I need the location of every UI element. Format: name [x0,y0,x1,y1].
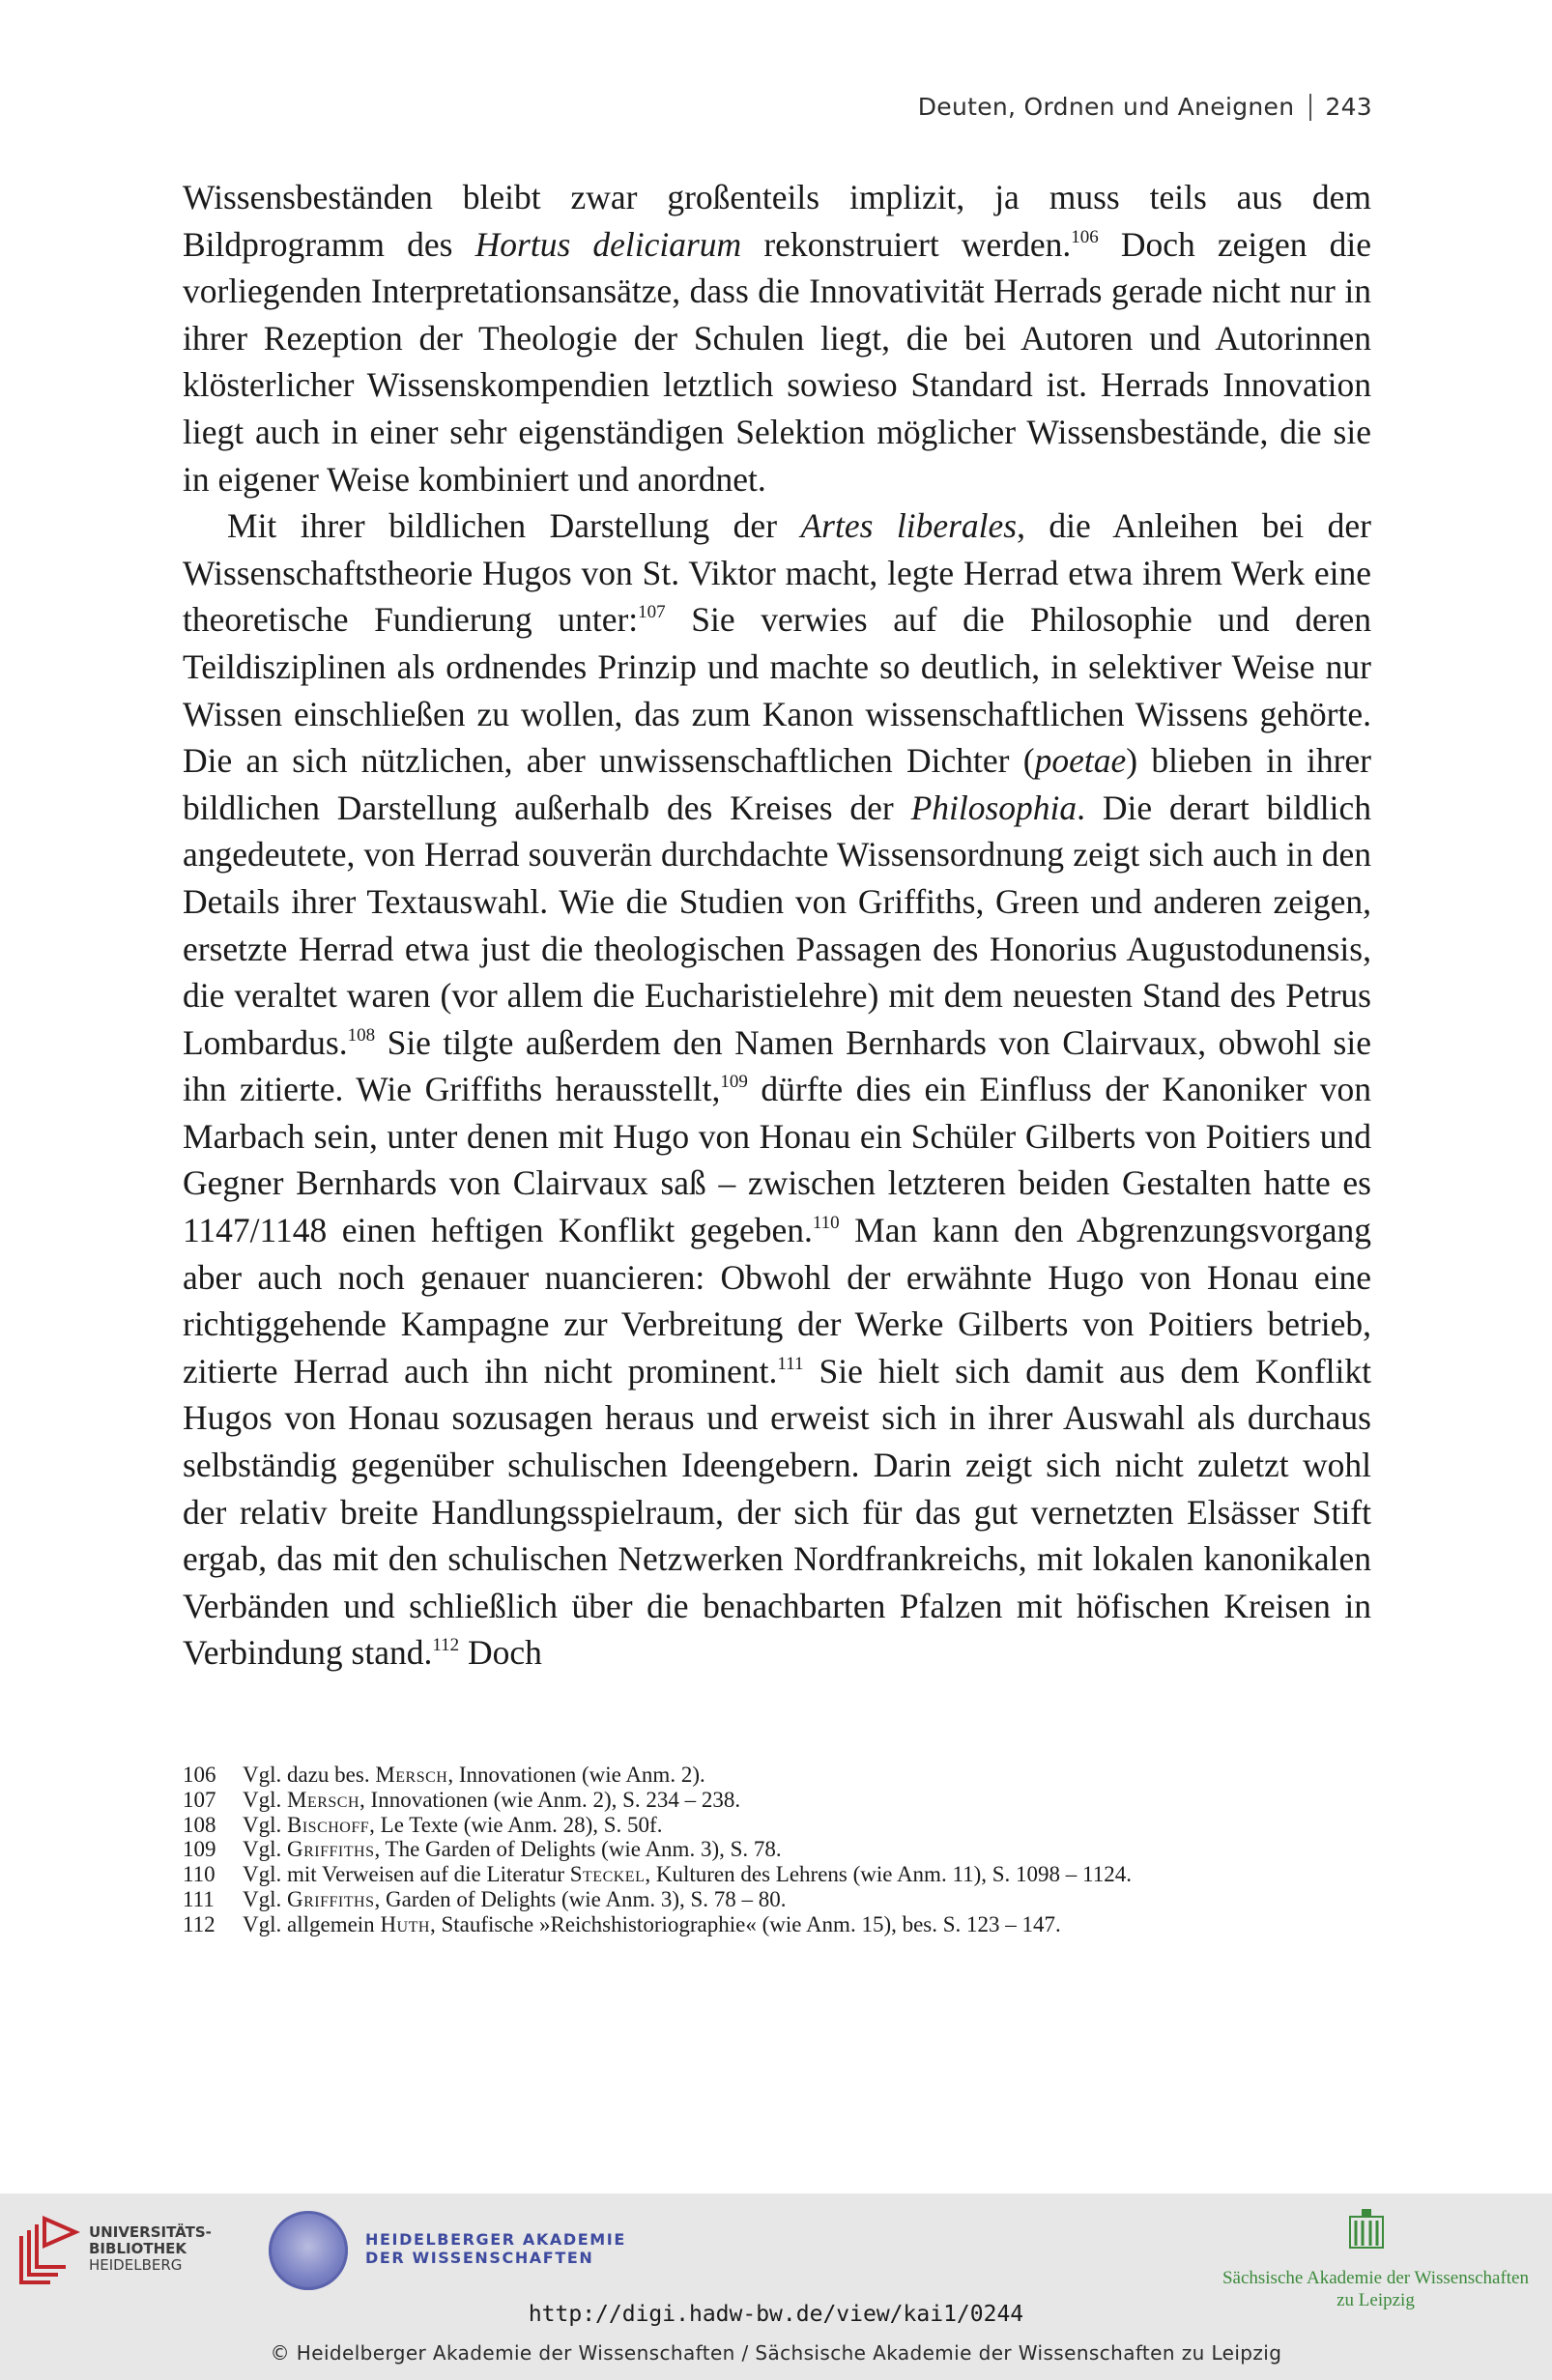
text-run: , Le Texte (wie Anm. 28), S. 50f. [369,1812,663,1837]
footnote-ref[interactable]: 106 [1071,226,1099,247]
running-header [918,93,1372,121]
copyright-notice: © Heidelberger Akademie der Wissenschaften / Sächsische Akademie der Wissenschaften zu Leipzig [270,2341,1282,2365]
footnote-text [243,1887,787,1912]
footnote [183,1887,1371,1912]
footnote-text [243,1862,1132,1887]
ub-wordmark [89,2224,212,2274]
footnote-text [243,1788,740,1813]
footnote-number: 112 [183,1911,216,1936]
text-run: , Innovationen (wie Anm. 2). [447,1763,705,1787]
header-divider [1309,94,1311,121]
footnote-ref[interactable]: 111 [777,1353,804,1374]
text-run: Vgl. mit Verweisen auf die Literatur [243,1862,570,1887]
text-run: Sie tilgte außerdem den Namen Bernhards von Clairvaux, obwohl sie ihn zitierte. Wie Griffiths herausstellt, [183,1022,1371,1109]
text-run: , Kulturen des Lehrens (wie Anm. 11), S. 1098 – 1124. [645,1862,1132,1887]
italic-term: poetae [1034,741,1127,781]
footnote [183,1763,1371,1788]
footnote-text [243,1837,782,1862]
text-run: Doch zeigen die vorliegenden Interpretationsansätze, dass die Innovativität Herrads gerade nicht nur in ihrer Rezeption der Theologie der Schulen liegt, die bei Autoren und Autorinnen klösterlicher Wissenskompendien letztlich sowieso Standard ist. Herrads Innovation liegt auch in einer sehr eigenständigen Selektion möglicher Wissensbestände, die sie in eigener Weise kombiniert und anordnet. [183,224,1371,499]
paragraph-1 [183,174,1371,502]
saw-building-icon[interactable] [1347,2207,1386,2250]
main-text [183,174,1371,1677]
text-run: Vgl. [243,1787,287,1812]
author-name: Bischoff [287,1812,370,1837]
text-run: , Garden of Delights (wie Anm. 3), S. 78 – 80. [374,1886,787,1911]
saw-line: zu Leipzig [1336,2290,1415,2310]
footnote-text [243,1912,1061,1937]
italic-term: Philosophia [910,788,1078,827]
footnote-ref[interactable]: 112 [432,1635,460,1656]
text-run: ) blieben in ihrer bildlichen Darstellung außerhalb des Kreises der [183,741,1371,827]
footnote [183,1837,1371,1862]
hadw-wordmark [365,2230,626,2267]
hadw-seal-icon[interactable] [269,2211,348,2290]
text-run: Vgl. allgemein [243,1911,381,1936]
footnote-ref[interactable]: 110 [812,1213,840,1234]
author-name: Mersch [287,1787,360,1812]
footnote-number: 108 [183,1812,216,1837]
footnote-text [243,1813,662,1838]
text-run: Man kann den Abgrenzungsvorgang aber auch noch genauer nuancieren: Obwohl der erwähnte Hugo von Honau eine richtiggehende Kampagne zur Verbreitung der Werke Gilberts von Poitiers betrieb, zitierte Herrad auch ihn nicht prominent. [183,1211,1371,1391]
ub-line: BIBLIOTHEK [89,2240,187,2257]
page-number: 243 [1325,93,1372,121]
text-run: , Staufische »Reichshistoriographie« (wie Anm. 15), bes. S. 123 – 147. [429,1911,1061,1936]
saw-line: Sächsische Akademie der Wissenschaften [1221,2268,1529,2288]
author-name: Griffiths [287,1837,375,1862]
text-run: dürfte dies ein Einfluss der Kanoniker von Marbach sein, unter denen mit Hugo von Honau ein Schüler Gilberts von Poitiers und Gegner Bernhards von Clairvaux saß – zwischen letzteren beiden Gestalten hatte es 1147/1148 einen heftigen Konflikt gegeben. [183,1070,1371,1250]
footnote-text [243,1763,705,1788]
text-run: Sie hielt sich damit aus dem Konflikt Hugos von Honau sozusagen heraus und erweist sich in ihrer Auswahl als durchaus selbständig gegenüber schulischen Ideengebern. Darin zeigt sich nicht zuletzt wohl der relativ breite Handlungsspielraum, der sich für das gut vernetzten Elsässer Stift ergab, das mit den schulischen Netzwerken Nordfrankreichs, mit lokalen kanonikalen Verbänden und schließlich über die benachbarten Pfalzen mit höfischen Kreisen in Verbindung stand. [183,1351,1371,1673]
footnote-number: 111 [183,1886,215,1911]
author-name: Steckel [569,1862,646,1887]
footnote [183,1862,1371,1887]
footnote [183,1813,1371,1838]
text-run: Vgl. [243,1886,287,1911]
text-run: , The Garden of Delights (wie Anm. 3), S. 78. [374,1837,782,1862]
author-name: Griffiths [287,1886,375,1911]
text-run: Wissensbeständen bleibt zwar großenteils implizit, ja muss teils aus dem Bildprogramm des [183,178,1371,264]
running-title: Deuten, Ordnen und Aneignen [917,93,1295,121]
permalink[interactable]: http://digi.hadw-bw.de/view/kai1/0244 [528,2302,1024,2327]
footnote-number: 110 [183,1862,216,1887]
footnote-number: 109 [183,1837,216,1862]
ub-logo-icon[interactable] [15,2215,85,2288]
footnote-number: 107 [183,1787,216,1812]
footnote [183,1912,1371,1937]
text-run: Sie verwies auf die Philosophie und deren Teildisziplinen als ordnendes Prinzip und machte so deutlich, in selektiver Weise nur Wissen einschließen zu wollen, das zum Kanon wissenschaftlichen Wissens gehörte. Die an sich nützlichen, aber unwissenschaftlichen Dichter ( [183,600,1371,781]
text-run: Vgl. [243,1812,287,1837]
author-name: Huth [380,1911,430,1936]
footnote [183,1788,1371,1813]
hadw-line: HEIDELBERGER AKADEMIE [365,2230,626,2249]
paragraph-2 [183,502,1371,1677]
ub-line: HEIDELBERG [89,2256,183,2274]
text-run: , Innovationen (wie Anm. 2), S. 234 – 238. [359,1787,741,1812]
ub-line: UNIVERSITÄTS- [89,2223,212,2241]
footnote-ref[interactable]: 109 [720,1072,748,1093]
footnotes [183,1763,1371,1937]
author-name: Mersch [375,1763,448,1787]
text-run: Mit ihrer bildlichen Darstellung der [227,506,801,546]
text-run: . Die derart bildlich angedeutete, von Herrad souverän durchdachte Wissensordnung zeigt sich auch in den Details ihrer Textauswahl. Wie die Studien von Griffiths, Green und anderen zeigen, ersetzte Herrad etwa just die theologischen Passagen des Honorius Augustodunensis, die veraltet waren (vor allem die Eucharistielehre) mit dem neuesten Stand des Petrus Lombardus. [183,788,1371,1062]
text-run: rekonstruiert werden. [741,224,1072,264]
italic-title: Hortus deliciarum [474,224,742,264]
digitization-footer [0,2194,1552,2380]
text-run: Doch [459,1633,542,1673]
footnote-number: 106 [183,1763,216,1787]
hadw-line: DER WISSENSCHAFTEN [365,2249,594,2267]
text-run: , die Anleihen bei der Wissenschaftstheorie Hugos von St. Viktor macht, legte Herrad etwa ihrem Werk eine theoretische Fundierung unter: [183,506,1371,640]
italic-term: Artes liberales [800,506,1018,546]
footnote-ref[interactable]: 107 [638,602,666,623]
text-run: Vgl. [243,1837,287,1862]
footnote-ref[interactable]: 108 [347,1024,376,1046]
text-run: Vgl. dazu bes. [243,1763,376,1787]
